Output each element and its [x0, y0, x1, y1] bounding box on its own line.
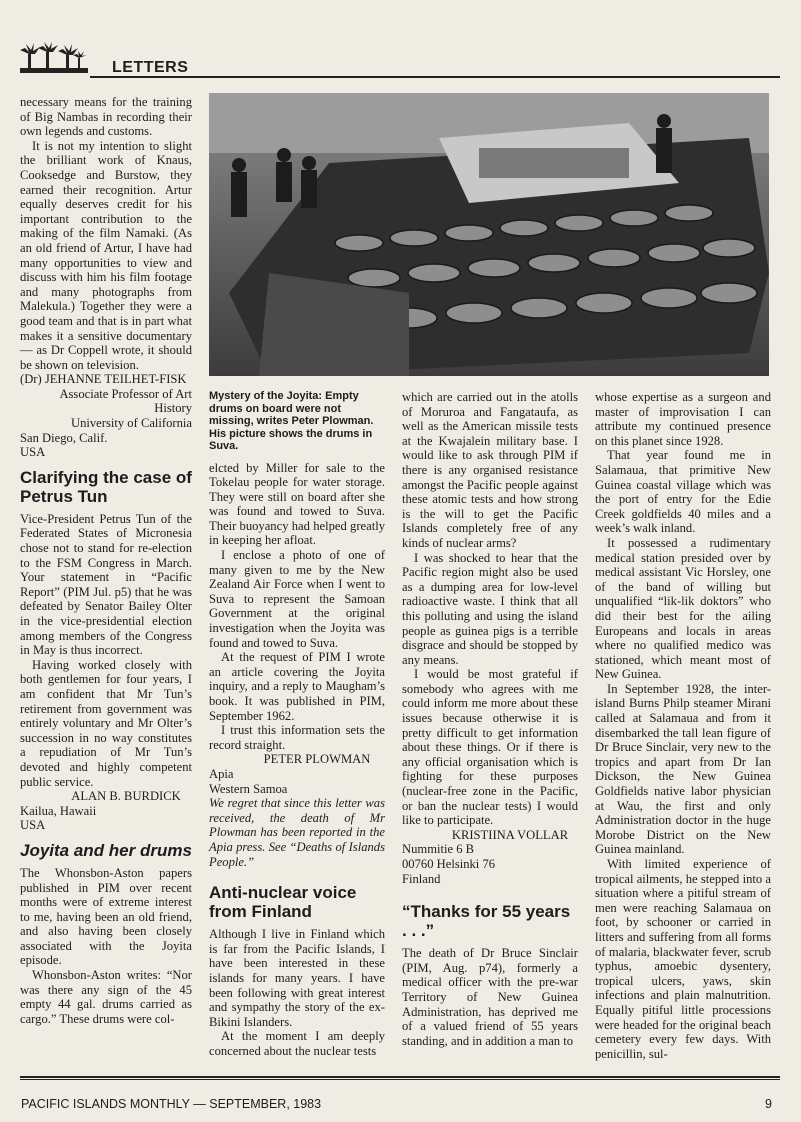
paragraph: necessary means for the training of Big Nambas in recording their own legends and customs. — [20, 95, 192, 139]
header-rule — [90, 76, 780, 78]
photo-caption: Mystery of the Joyita: Empty drums on board were not missing, writes Peter Plowman. His picture shows the drums in Suva. — [209, 390, 374, 452]
signature-name: PETER PLOWMAN — [263, 752, 371, 767]
paragraph: whose expertise as a surgeon and master of improvisation I can attribute my continued presence on this planet since 1928. — [595, 390, 771, 448]
paragraph: It is not my intention to slight the brilliant work of Knaus, Cooksedge and Burstow, they earned their recognition. Artur equally deserves credit for his important contribution to the making of the film Namaki. (As an old friend of Artur, I have had many opportunities to view and discuss with him his film footage and many photographs from Malekula.) Together they were a good team and that is in part what makes it a sensitive documentary — as Dr Coppell wrote, it should be shown on television. — [20, 138, 192, 372]
section-title: LETTERS — [112, 59, 189, 76]
paragraph: Having worked closely with both gentlemen for four years, I am confident that Mr Tun’s retirement from government was entirely voluntary and Mr Olter’s succession in no way constitutes a repudiation of Mr Tun’s devoted and highly competent public service. — [20, 657, 192, 789]
paragraph: I would be most grateful if somebody who agrees with me could inform me more about these issues because otherwise it is pretty difficult to get information about these things. Or if there is any official organisation which is fighting for these purposes (nuclear-free zone in the Pacific, or ban the nuclear tests) I would like to participate. — [402, 667, 578, 828]
joyita-drums-photo — [209, 93, 769, 376]
signature-country: Finland — [402, 871, 441, 886]
footer-rule — [20, 1079, 780, 1080]
editor-note: We regret that since this letter was received, the death of Mr Plowman has been reported in the Apia press. See “Deaths of Islands People.” — [209, 796, 385, 869]
column-2 — [209, 390, 385, 1058]
paragraph: which are carried out in the atolls of Moruroa and Fangataufa, as well as the American missile tests at the Kwajalein military base. I would like to ask through PIM if there is any organised resistance amongst the Pacific people against these atomic tests and how strong is the will to get the Pacific Islands completely free of any kinds of nuclear arms? — [402, 390, 578, 550]
page-number: 9 — [765, 1097, 772, 1111]
signature-name: ALAN B. BURDICK — [71, 789, 181, 804]
paragraph: It possessed a rudimentary medical station presided over by medical assistant Vic Horsley, one of the band of willing but unqualified “lik-lik doktors” who did their best for the ailing Europeans and locals in areas where no qualified medico was stationed, which meant most of New Guinea. — [595, 535, 771, 682]
headline-petrus-tun: Clarifying the case of Petrus Tun — [20, 467, 192, 506]
paragraph: With limited experience of tropical ailments, he stepped into a situation where a pitiful stream of men were reaching Salamaua on foot, by schooner or carried in litters and suffering from all forms of malaria, blackwater fever, scrub typhus, amoebic dysentery, tropical ulcers, yaws, skin infections and plain malnutrition. Equally pitiful little processions were headed for the original beach cemetery every few days. With penicillin, sul- — [595, 857, 771, 1061]
page-header — [20, 40, 780, 80]
signature-title: History — [154, 401, 192, 416]
signature-institution: University of California — [70, 416, 192, 431]
headline-thanks: “Thanks for 55 years . . .” — [402, 902, 571, 941]
paragraph: At the request of PIM I wrote an article covering the Joyita inquiry, and a reply to Maugham’s book. It was published in PIM, September 1962. — [209, 650, 385, 723]
footer-rule — [20, 1076, 780, 1078]
paragraph: Although I live in Finland which is far from the Pacific Islands, I have been interested in these islands for many years. I have been following with great interest and sympathy the story of the ex-Bikini Islanders. — [209, 927, 385, 1029]
address-line: 00760 Helsinki 76 — [402, 857, 496, 871]
paragraph: That year found me in Salamaua, that primitive New Guinea coastal village which was the port of entry for the Edie Creek goldfields 40 miles and a week’s walk inland. — [595, 448, 771, 536]
signature-country: USA — [20, 818, 46, 833]
paragraph: In September 1928, the inter-island Burns Philp steamer Mirani called at Salamaua and from it disembarked the tall lean figure of Dr Bruce Sinclair, very new to the tropics and apart from Dr Ian Dickson, the New Guinea Goldfields native labor physician at Wau, the first and only Administration doctor in the huge Morobe District on the New Guinea mainland. — [595, 681, 771, 857]
paragraph: I trust this information sets the record straight. — [209, 723, 385, 752]
signature-name: (Dr) JEHANNE TEILHET-FISK — [20, 372, 187, 387]
signature-country: Western Samoa — [209, 781, 288, 796]
signature-country: USA — [20, 445, 46, 460]
paragraph: The Whonsbon-Aston papers published in PIM over recent months were of extreme interest to me, having been an old friend, and also having been closely associated with the Joyita episode. — [20, 865, 192, 968]
signature-city: Kailua, Hawaii — [20, 803, 97, 818]
column-4 — [595, 390, 771, 1061]
signature-name: KRISTIINA VOLLAR — [451, 827, 569, 842]
headline-finland: Anti-nuclear voice from Finland — [209, 883, 357, 922]
paragraph: Whonsbon-Aston writes: “Nor was there any sign of the 45 empty 44 gal. drums carried as cargo.” These drums were col- — [20, 968, 192, 1026]
headline-joyita: Joyita and her drums — [20, 840, 192, 860]
column-3 — [402, 390, 578, 1048]
column-1 — [20, 95, 192, 1026]
paragraph: Vice-President Petrus Tun of the Federated States of Micronesia chose not to stand for re-election to the FSM Congress in March. Your statement in “Pacific Report” (PIM Jul. p5) that he was defeated by Senator Bailey Olter in the vice-presidential election among members of the Congress in May is thus incorrect. — [20, 511, 192, 658]
signature-city: San Diego, Calif. — [20, 430, 108, 445]
paragraph: I enclose a photo of one of many given to me by the New Zealand Air Force when I went to Suva to represent the Samoan Government at the original investigation when the Joyita was found and towed to Suva. — [209, 548, 385, 650]
signature-city: Apia — [209, 766, 234, 781]
paragraph: elcted by Miller for sale to the Tokelau people for water storage. They were still on board after she was found and towed to Suva. Their buoyancy had helped greatly in keeping her afloat. — [209, 460, 385, 548]
signature-title: Associate Professor of Art — [59, 386, 192, 401]
paragraph: I was shocked to hear that the Pacific region might also be used as a dumping area for low-level radioactive waste. I think that all this polluting and using the island people as guinea pigs is a terrible disgrace and should be stopped by any means. — [402, 550, 578, 667]
publication-footer: PACIFIC ISLANDS MONTHLY — SEPTEMBER, 1983 — [21, 1097, 322, 1111]
paragraph: At the moment I am deeply concerned about the nuclear tests — [209, 1029, 385, 1058]
palm-trees-logo-icon — [20, 42, 88, 76]
address-line: Nummitie 6 B — [402, 842, 475, 857]
paragraph: The death of Dr Bruce Sinclair (PIM, Aug. p74), formerly a medical officer with the pre-war Territory of New Guinea Administration, has deprived me of a valued friend of 55 years standing, and in addition a man to — [402, 946, 578, 1048]
